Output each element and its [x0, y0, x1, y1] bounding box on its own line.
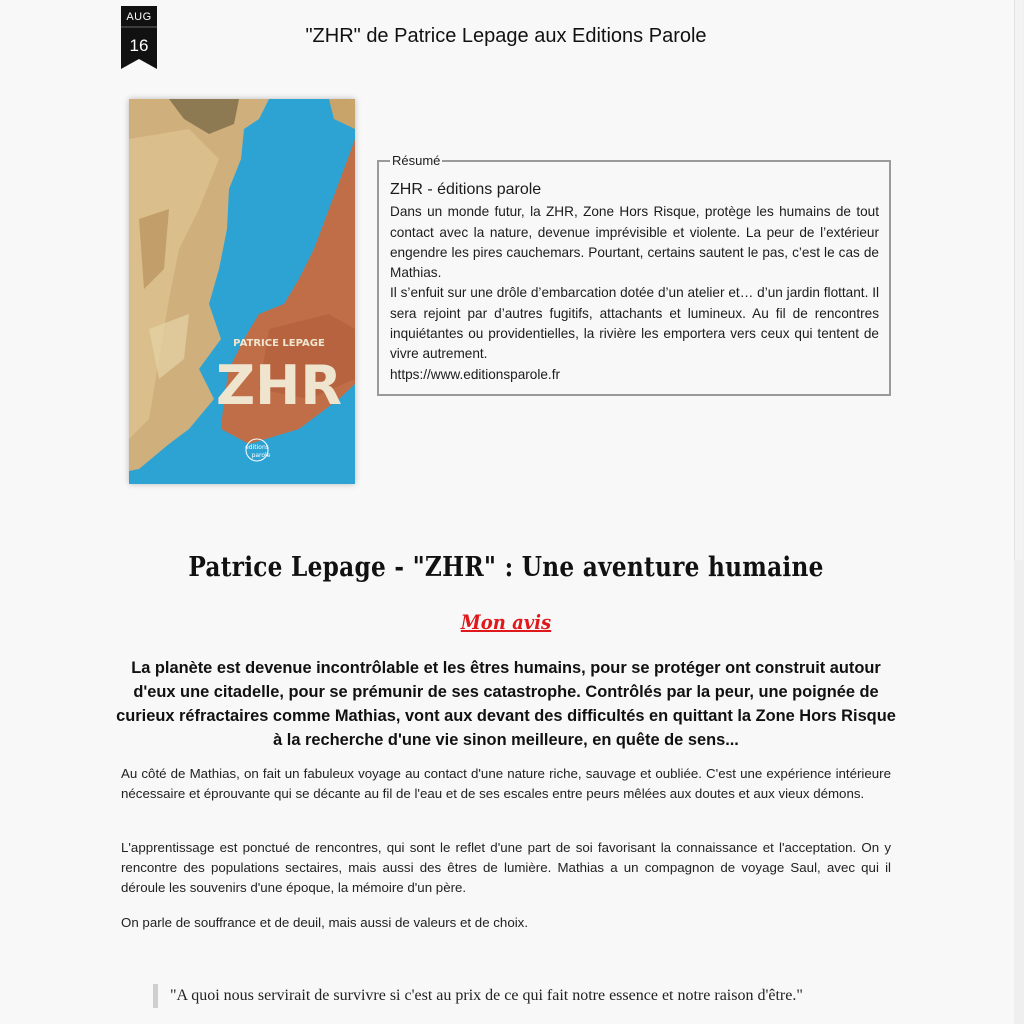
review-subheading: Mon avis: [460, 610, 552, 634]
post-title[interactable]: "ZHR" de Patrice Lepage aux Editions Parole: [305, 25, 707, 47]
summary-paragraph-1: Dans un monde futur, la ZHR, Zone Hors Risque, protège les humains de tout contact avec la nature, devenue imprévisible et violente. La peur de l’extérieur engendre les pires cauchemars. Pourtant, certains sautent le pas, c’est le cas de Mathias.: [390, 204, 879, 281]
summary-paragraph-2: Il s’enfuit sur une drôle d’embarcation dotée d’un atelier et… d’un jardin flottant. Il sera rejoint par d’autres fugitifs, attachants et lumineux. Au fil de rencontres inquiétantes ou providentielles, la rivière les emportera vers ceux qui tentent de vivre autrement.: [390, 285, 879, 362]
review-paragraph-1: Au côté de Mathias, on fait un fabuleux voyage au contact d'une nature riche, sauvage et oubliée. C'est une expérience intérieure nécessaire et éprouvante qui se décante au fil de l'eau et de ses escales entre peurs mêlées aux doutes et aux vieux démons.: [121, 766, 891, 801]
cover-author: PATRICE LEPAGE: [233, 338, 325, 349]
publisher-link[interactable]: https://www.editionsparole.fr: [390, 366, 561, 382]
date-ribbon: [121, 6, 157, 69]
cover-publisher-line1: éditions: [245, 444, 269, 451]
review-paragraph-3: On parle de souffrance et de deuil, mais aussi de valeurs et de choix.: [121, 915, 529, 930]
book-quote: "A quoi nous servirait de survivre si c'est au prix de ce qui fait notre essence et notre raison d'être.": [153, 984, 890, 1008]
book-cover-image[interactable]: [129, 99, 355, 484]
summary-box: [377, 151, 891, 396]
scrollbar-thumb[interactable]: [1014, 0, 1023, 560]
page-scrollbar[interactable]: [1014, 0, 1024, 1024]
date-day: 16: [129, 36, 149, 55]
cover-title: ZHR: [216, 354, 342, 417]
summary-heading: ZHR - éditions parole: [390, 181, 542, 199]
article-title: Patrice Lepage - "ZHR" : Une aventure humaine: [188, 552, 824, 583]
date-month: AUG: [126, 11, 152, 23]
review-intro: La planète est devenue incontrôlable et les êtres humains, pour se protéger ont construit autour d'eux une citadelle, pour se prémunir de ses catastrophe. Contrôlés par la peur, une poignée de curieux réfractaires comme Mathias, vont aux devant des difficultés en quittant la Zone Hors Risque à la recherche d'une vie sinon meilleure, en quête de sens...: [116, 659, 896, 749]
cover-publisher-line2: parole: [251, 452, 271, 459]
review-paragraph-2: L'apprentissage est ponctué de rencontres, qui sont le reflet d'une part de soi favorisant la connaissance et l'acceptation. On y rencontre des populations sectaires, mais aussi des êtres de lumière. Mathias a un compagnon de voyage Saul, avec qui il déroule les souvenirs d'une époque, la mémoire d'un père.: [121, 840, 891, 895]
summary-legend: Résumé: [392, 153, 441, 168]
